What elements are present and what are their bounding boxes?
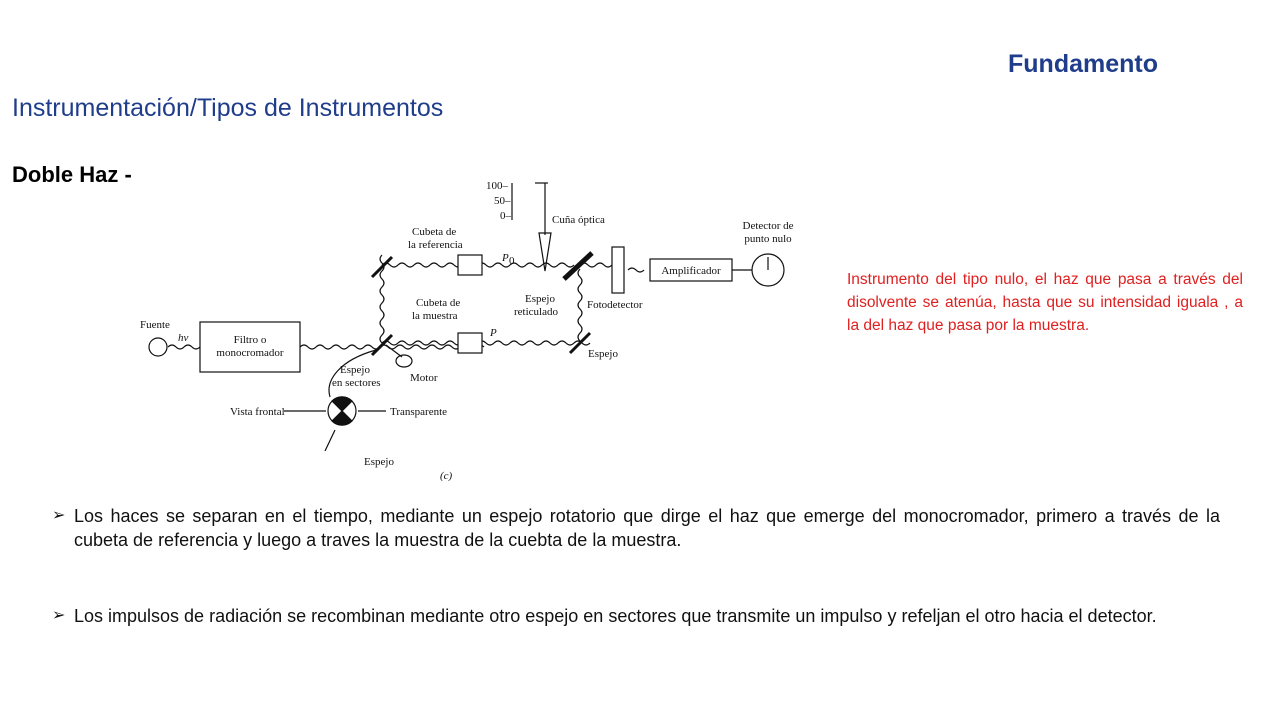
mirror-top-left (372, 257, 392, 277)
label-la-referencia: la referencia (408, 239, 463, 251)
section-title: Fundamento (1008, 50, 1158, 78)
arrow-bullet-icon: ➢ (52, 607, 66, 624)
label-monocromador: monocromador (216, 347, 284, 359)
arrow-bullet-icon: ➢ (52, 507, 66, 524)
page-subtitle: Instrumentación/Tipos de Instrumentos (12, 94, 444, 122)
source-icon (149, 338, 167, 356)
label-fuente: Fuente (140, 319, 170, 331)
beam-to-chopper (300, 345, 484, 349)
motor-shaft (386, 345, 402, 357)
chopper-sector-bottom (332, 411, 352, 425)
label-espejo-ret: Espejo (525, 293, 555, 305)
reference-cell (458, 255, 482, 275)
espejo-pointer (325, 430, 335, 451)
label-hv: hv (178, 332, 189, 344)
beam-to-amp (628, 268, 644, 272)
chopper-mirror (372, 335, 392, 355)
label-en-sectores: en sectores (332, 377, 381, 389)
heading-doble-haz: Doble Haz - (12, 162, 132, 187)
beam-sample (382, 341, 590, 345)
sample-cell (458, 333, 482, 353)
label-amplificador: Amplificador (661, 265, 721, 277)
beam-return (578, 269, 582, 341)
label-figure-c: (c) (440, 470, 453, 482)
double-beam-diagram (140, 175, 840, 485)
label-p0: P (502, 252, 509, 264)
label-motor: Motor (410, 372, 438, 384)
label-p: P (490, 327, 497, 339)
label-cubeta-mue: Cubeta de (416, 297, 461, 309)
label-espejo-right: Espejo (588, 348, 618, 360)
label-la-muestra: la muestra (412, 310, 458, 322)
photodetector (612, 247, 624, 293)
bullet-text: Los impulsos de radiación se recombinan mediante otro espejo en sectores que transmite un impulso y refeljan el otro hacia el detector. (74, 606, 1157, 626)
mirror-bottom-right (570, 333, 590, 353)
bullet-text: Los haces se separan en el tiempo, mediante un espejo rotatorio que dirge el haz que emerge del monocromador, primero a través de la cubeta de referencia y luego a traves la muestra de la cuebta de la muestra. (74, 506, 1220, 550)
motor-icon (396, 355, 412, 367)
label-filtro: Filtro o (233, 334, 267, 346)
label-cuna: Cuña óptica (552, 214, 605, 226)
label-punto-nulo: punto nulo (744, 233, 792, 245)
label-vista-frontal: Vista frontal (230, 406, 285, 418)
label-reticulado: reticulado (514, 306, 558, 318)
label-detector: Detector de (742, 220, 794, 232)
label-espejo-sect: Espejo (340, 364, 370, 376)
label-fotodetector: Fotodetector (587, 299, 643, 311)
bullet-item (52, 504, 1220, 552)
label-espejo-bottom: Espejo (364, 456, 394, 468)
chopper-sector-top (332, 397, 352, 411)
label-scale-50: 50– (494, 195, 511, 207)
beam-source (168, 345, 200, 349)
label-cubeta-ref: Cubeta de (412, 226, 457, 238)
beam-to-detector (580, 263, 612, 267)
bullet-item (52, 604, 1220, 628)
label-scale-0: 0– (500, 210, 511, 222)
note-text: Instrumento del tipo nulo, el haz que pasa a través del disolvente se atenúa, hasta que su intensidad iguala , a la del haz que pasa por la muestra. (847, 271, 1243, 334)
label-scale-100: 100– (486, 180, 508, 192)
label-p0-sub: 0 (509, 255, 515, 267)
label-transparente: Transparente (390, 406, 448, 418)
